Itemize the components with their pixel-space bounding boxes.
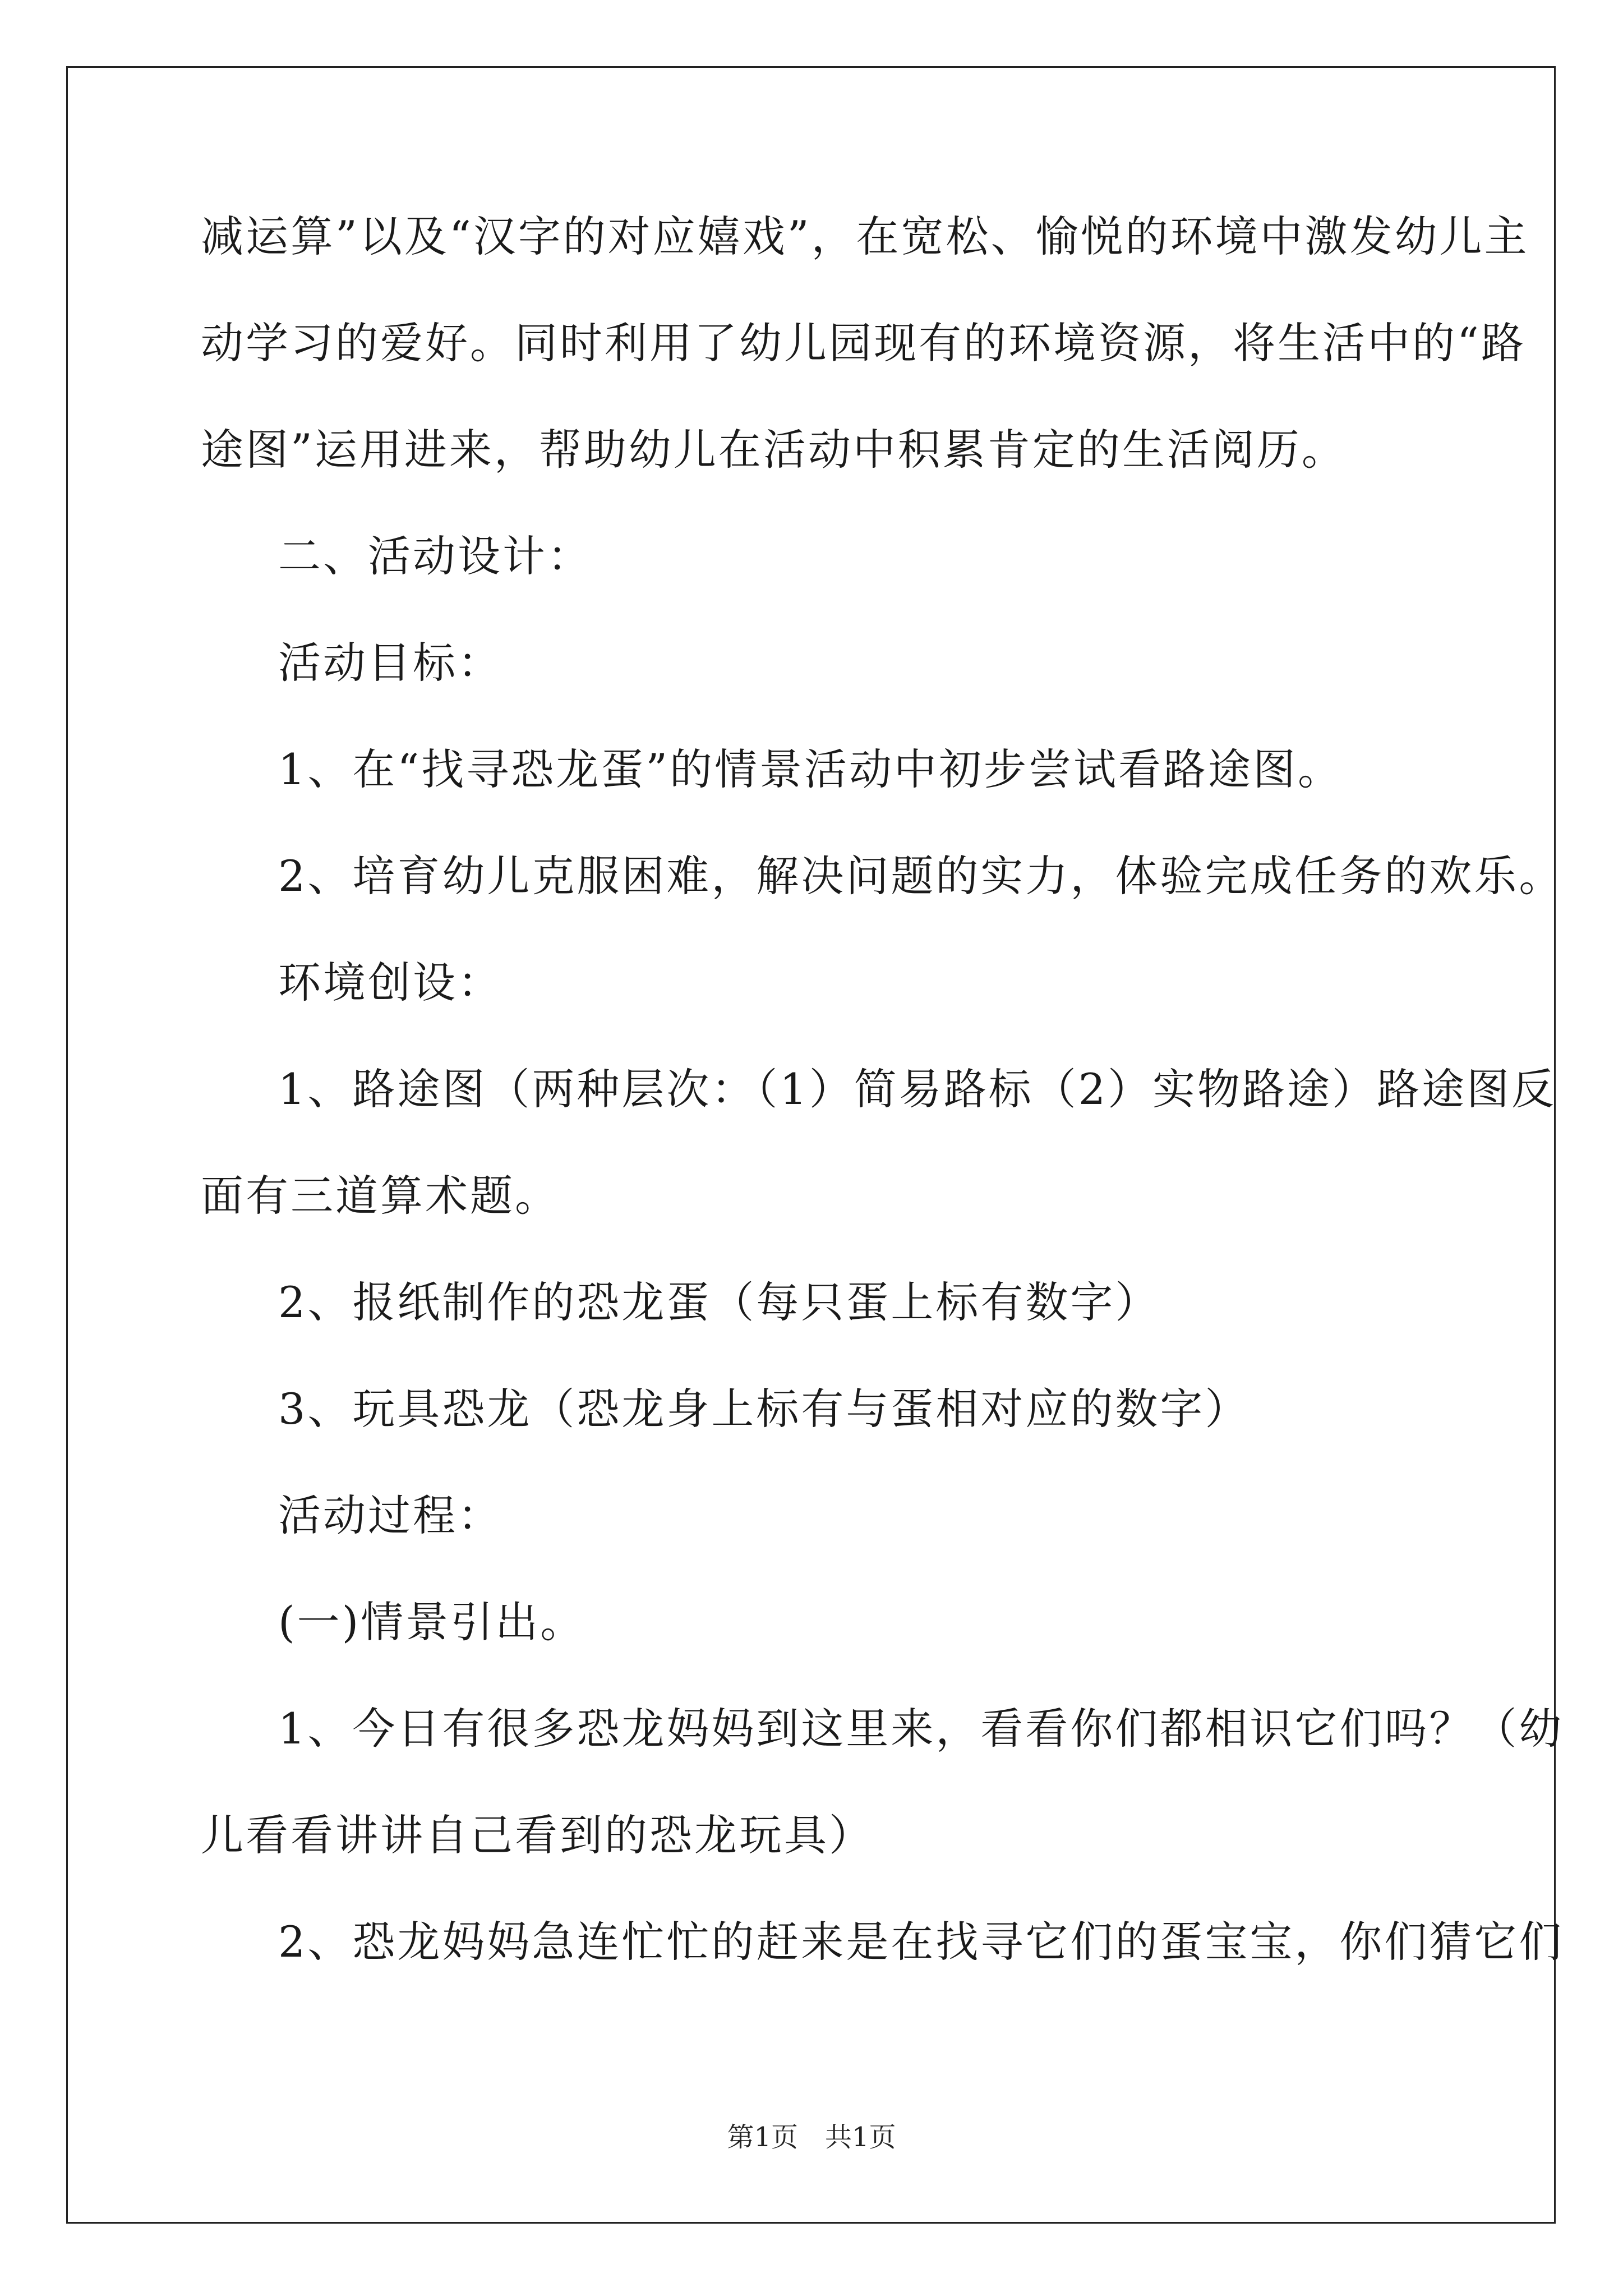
subsection-heading: 活动过程： — [278, 1490, 502, 1540]
text-line: 3、玩具恐龙（恐龙身上标有与蛋相对应的数字） — [278, 1384, 1250, 1434]
page-number: 第1页 共1页 — [727, 2122, 896, 2153]
text-line: 动学习的爱好。同时利用了幼儿园现有的环境资源，将生活中的“路 — [201, 318, 1526, 368]
text-line: 途图”运用进来，帮助幼儿在活动中积累肯定的生活阅历。 — [201, 425, 1347, 475]
text-line: 2、恐龙妈妈急连忙忙的赶来是在找寻它们的蛋宝宝，你们猜它们 — [278, 1917, 1564, 1967]
text-line: 2、报纸制作的恐龙蛋（每只蛋上标有数字） — [278, 1277, 1160, 1327]
text-line: 1、路途图（两种层次：（1）简易路标（2）实物路途）路途图反 — [278, 1064, 1557, 1114]
text-line: 1、今日有很多恐龙妈妈到这里来，看看你们都相识它们吗？（幼 — [278, 1704, 1564, 1754]
subsection-heading: 环境创设： — [278, 958, 502, 1007]
text-line: 2、培育幼儿克服困难，解决问题的实力，体验完成任务的欢乐。 — [278, 851, 1564, 901]
section-heading: 二、活动设计： — [278, 531, 592, 581]
text-line: 1、在“找寻恐龙蛋”的情景活动中初步尝试看路途图。 — [278, 744, 1343, 794]
page-border — [66, 66, 1556, 2224]
text-line: (一)情景引出。 — [278, 1597, 585, 1647]
text-line: 面有三道算术题。 — [201, 1171, 560, 1221]
text-line: 儿看看讲讲自己看到的恐龙玩具） — [201, 1810, 874, 1860]
subsection-heading: 活动目标： — [278, 638, 502, 688]
text-line: 减运算”以及“汉字的对应嬉戏”，在宽松、愉悦的环境中激发幼儿主 — [201, 211, 1529, 261]
